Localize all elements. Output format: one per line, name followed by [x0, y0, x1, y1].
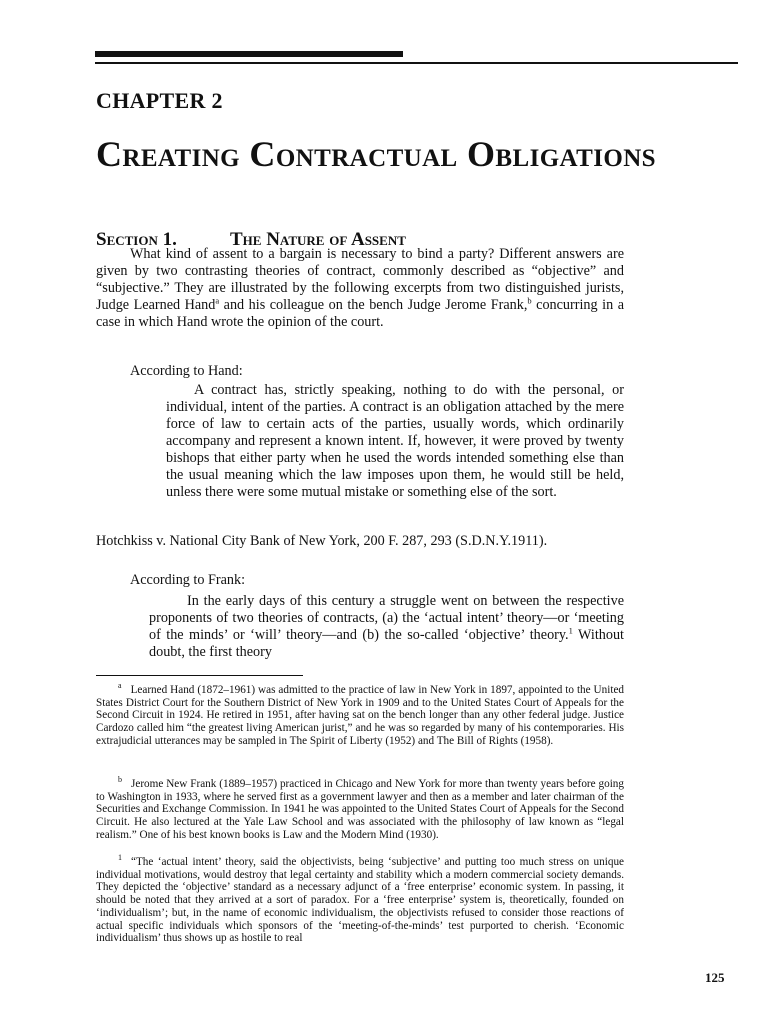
- footnote-divider: [96, 675, 303, 676]
- footnote-ref-1: 1: [568, 625, 573, 636]
- footnote-marker: 1: [118, 853, 122, 863]
- header-thin-rule: [95, 62, 738, 64]
- section-title: The Nature of Assent: [230, 229, 406, 250]
- frank-quote: [149, 593, 624, 661]
- footnote-1: [96, 853, 624, 945]
- footnote-ref-a: a: [215, 295, 220, 306]
- section-number: Section 1.: [96, 229, 177, 250]
- chapter-label: CHAPTER 2: [96, 88, 223, 113]
- intro-paragraph: [96, 246, 624, 331]
- frank-quote-text-end: Without doubt, the first theory: [149, 627, 624, 660]
- frank-label: According to Frank:: [130, 572, 246, 588]
- hand-quote: A contract has, strictly speaking, nothing to do with the personal, or individual, intent of the parties. A contract is an obligation attached by the mere force of law to certain acts of the parties, usually words, which ordinarily accompany and represent a known intent. If, however, it were proved by twenty bishops that either party when he used the words intended something else than the usual meaning which the law imposes upon them, he would still be held, unless there were some mutual mistake or something else of the sort.: [166, 382, 624, 500]
- footnote-a: [96, 681, 624, 748]
- footnote-b: [96, 775, 624, 842]
- intro-text-mid: and his colleague on the bench Judge Jerome Frank,: [219, 297, 528, 313]
- page-number: 125: [705, 970, 725, 985]
- footnote-marker: b: [118, 775, 122, 785]
- header-thick-rule: [95, 51, 403, 57]
- footnote-text: Jerome New Frank (1889–1957) practiced in Chicago and New York for more than twenty years before going to Washington in 1933, where he served first as a government lawyer and then as a member and later chairman of the Securities and Exchange Commission. In 1941 he was appointed to the United States Court of Appeals for the Second Circuit. He also lectured at the Yale Law School and was associated with the philosophy of law known as “legal realism.” One of his best known books is Law and the Modern Mind (1930).: [96, 778, 624, 841]
- hand-citation: Hotchkiss v. National City Bank of New York, 200 F. 287, 293 (S.D.N.Y.1911).: [96, 533, 548, 549]
- intro-text-end: concurring in a case in which Hand wrote the opinion of the court.: [96, 297, 624, 330]
- chapter-title: Creating Contractual Obligations: [96, 134, 656, 174]
- intro-text: What kind of assent to a bargain is necessary to bind a party? Different answers are given by two contrasting theories of contract, commonly described as “objective” and “subjective.” They are illustrated by the following excerpts from two distinguished jurists, Judge Learned Hand: [96, 246, 624, 313]
- frank-quote-text: In the early days of this century a struggle went on between the respective proponents of two theories of contracts, (a) the ‘actual intent’ theory—or ‘meeting of the minds’ or ‘will’ theory—and (b) the so-called ‘objective’ theory.: [149, 593, 624, 643]
- hand-label: According to Hand:: [130, 363, 243, 379]
- footnote-text: “The ‘actual intent’ theory, said the objectivists, being ‘subjective’ and putting too much stress on unique individual motivations, would destroy that legal certainty and stability which a modern commercial society demands. They depicted the ‘objective’ standard as a necessary adjunct of a ‘free enterprise’ economic system. In passing, it should be noted that they arrived at a sort of paradox. For a ‘free enterprise’ system is, theoretically, founded on ‘individualism’; but, in the name of economic individualism, the objectivists refused to consider those reactions of actual specific individuals which sponsors of the ‘meeting-of-the-minds’ test purported to cherish. ‘Economic individualism’ thus shows up as hostile to real: [96, 856, 624, 945]
- footnote-text: Learned Hand (1872–1961) was admitted to the practice of law in New York in 1897, appointed to the United States District Court for the Southern District of New York in 1909 and to the United States Court of Appeals for the Second Circuit in 1924. He retired in 1951, after having sat on the bench longer than any other federal judge. Justice Cardozo called him “the greatest living American jurist,” and he was so regarded by many of his contemporaries. His extrajudicial utterances may be sampled in The Spirit of Liberty (1952) and The Bill of Rights (1958).: [96, 684, 624, 747]
- footnote-marker: a: [118, 681, 122, 691]
- footnote-ref-b: b: [527, 295, 532, 306]
